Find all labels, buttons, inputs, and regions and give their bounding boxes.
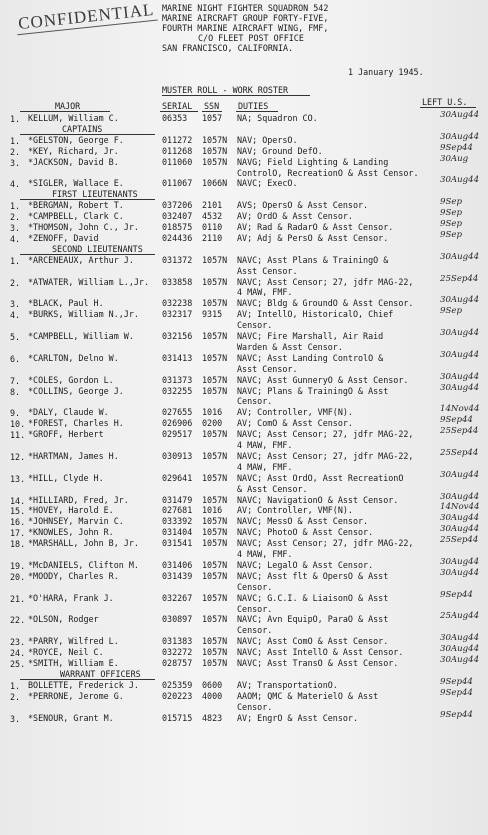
- title-underline: [162, 95, 310, 96]
- ssn-code: 1057N: [202, 429, 228, 440]
- ssn-code: 1057N: [202, 592, 228, 603]
- confidential-stamp: CONFIDENTIAL: [15, 0, 157, 35]
- officer-name: *PERRONE, Jerome G.: [28, 690, 124, 701]
- duty-text: NAVC; Asst Censor; 27, jdfr MAG-22,: [237, 538, 414, 549]
- row-number: 1.: [10, 201, 21, 212]
- duty-text: Warden & Asst Censor.: [237, 341, 343, 352]
- duty-text: NAVC; ExecO.: [237, 178, 298, 189]
- row-number: 2.: [10, 146, 21, 157]
- duty-text: 4 MAW, FMF.: [237, 461, 293, 472]
- ssn-code: 1057N: [202, 516, 228, 527]
- row-number: 11.: [10, 430, 26, 441]
- officer-name: *SENOUR, Grant M.: [28, 712, 114, 723]
- officer-name: *THOMSON, John C., Jr.: [28, 222, 139, 232]
- duty-text: ControlO, RecreationO & Asst Censor.: [237, 167, 419, 178]
- left-us-underline: [420, 107, 476, 108]
- left-us-date: 25Sep44: [440, 426, 479, 437]
- row-number: 4.: [10, 310, 21, 321]
- ssn-code: 1057N: [202, 276, 228, 287]
- duty-text: 4 MAW, FMF.: [237, 440, 293, 450]
- duty-text: NAVC; Plans & TrainingO & Asst: [237, 385, 389, 396]
- duty-text: 4 MAW, FMF.: [237, 287, 293, 298]
- officer-name: *KEY, Richard, Jr.: [28, 145, 119, 156]
- duty-text: AV; EngrO & Asst Censor.: [237, 712, 359, 723]
- officer-name: *MARSHALL, John B, Jr.: [28, 538, 139, 549]
- officer-name: *DALY, Claude W.: [28, 407, 109, 418]
- serial-number: 011060: [162, 156, 193, 167]
- row-number: 8.: [10, 386, 21, 397]
- ssn-code: 1066N: [202, 178, 228, 189]
- left-us-date: 30Aug44: [440, 328, 480, 338]
- row-number: 13.: [10, 473, 26, 484]
- row-number: 25.: [10, 659, 26, 669]
- left-us-date: 30Aug44: [440, 524, 480, 535]
- left-us-date: 14Nov44: [440, 404, 480, 415]
- row-number: 9.: [10, 408, 21, 419]
- officer-name: *CAMPBELL, Clark C.: [28, 211, 124, 222]
- officer-name: *O'HARA, Frank J.: [28, 592, 114, 603]
- serial-number: 030913: [162, 450, 193, 461]
- ssn-code: 4532: [202, 211, 223, 222]
- serial-number: 031541: [162, 538, 193, 549]
- serial-number: 029641: [162, 472, 193, 483]
- left-us-date: 30Aug44: [440, 567, 480, 578]
- serial-number: 029517: [162, 429, 193, 440]
- row-number: 16.: [10, 517, 26, 528]
- left-us-date: 30Aug44: [440, 175, 480, 186]
- serial-number: 031439: [162, 570, 193, 581]
- serial-number: 032272: [162, 647, 193, 658]
- serial-number: 028757: [162, 658, 193, 668]
- ssn-code: 1057N: [202, 298, 228, 309]
- duty-text: AV; Adj & PersO & Asst Censor.: [237, 232, 389, 243]
- duty-text: NAVC; G.C.I. & LiaisonO & Asst: [237, 592, 389, 603]
- serial-number: 024436: [162, 232, 193, 243]
- duty-text: NAVC; LegalO & Asst Censor.: [237, 559, 374, 570]
- ssn-code: 1057N: [202, 636, 228, 647]
- column-serial: SERIAL: [162, 101, 193, 111]
- column-duties: DUTIES: [238, 101, 269, 111]
- row-number: 2.: [10, 277, 21, 288]
- duty-text: AV; TransportationO.: [237, 679, 338, 690]
- officer-name: *ATWATER, William L.,Jr.: [28, 276, 150, 287]
- duty-text: NAVC; PhotoO & Asst Censor.: [237, 527, 374, 538]
- row-number: 1.: [10, 680, 21, 691]
- left-us-date: 30Aug44: [440, 655, 480, 665]
- duty-text: AV; Controller, VMF(N).: [237, 505, 353, 516]
- duty-text: NAVC; Asst ComO & Asst Censor.: [237, 636, 389, 647]
- officer-name: *HILL, Clyde H.: [28, 472, 104, 483]
- row-number: 15.: [10, 506, 26, 517]
- row-number: 4.: [10, 233, 21, 244]
- duty-text: NAVC; Asst GunneryO & Asst Censor.: [237, 374, 409, 385]
- officer-name: *BLACK, Paul H.: [28, 298, 104, 309]
- duty-text: AVS; OpersO & Asst Censor.: [237, 200, 369, 211]
- serial-number: 032407: [162, 211, 193, 222]
- officer-name: *KNOWLES, John R.: [28, 527, 114, 538]
- duty-text: NAVC; Asst Plans & TrainingO &: [237, 254, 389, 265]
- serial-number: 027681: [162, 505, 193, 516]
- duty-text: & Asst Censor.: [237, 483, 308, 494]
- row-number: 1.: [10, 255, 21, 266]
- serial-number: 031383: [162, 636, 193, 647]
- major-underline: [20, 111, 110, 112]
- serial-number: 037206: [162, 200, 193, 211]
- row-number: 14.: [10, 495, 26, 506]
- duty-text: NAVC; Asst OrdO, Asst RecreationO: [237, 472, 404, 483]
- officer-name: BOLLETTE, Frederick J.: [28, 679, 139, 690]
- ssn-code: 1057N: [202, 559, 228, 570]
- serial-number: 031413: [162, 352, 193, 363]
- row-number: 3.: [10, 157, 21, 168]
- left-us-date: 30Aug44: [440, 295, 480, 306]
- serial-number: 033858: [162, 276, 193, 287]
- officer-name: *CAMPBELL, William W.: [28, 331, 134, 341]
- ssn-code: 1057N: [202, 614, 228, 625]
- left-us-date: 25Sep44: [440, 273, 479, 284]
- letterhead-line: C/O FLEET POST OFFICE: [198, 33, 304, 43]
- officer-name: *SIGLER, Wallace E.: [28, 178, 124, 189]
- row-number: 1.: [10, 114, 21, 124]
- left-us-date: 9Sep: [440, 219, 462, 229]
- officer-name: *ROYCE, Neil C.: [28, 647, 104, 658]
- ssn-code: 1057N: [202, 472, 228, 483]
- duty-text: Asst Censor.: [237, 265, 298, 276]
- ssn-code: 1057N: [202, 647, 228, 658]
- left-us-date: 9Sep: [440, 208, 462, 219]
- row-number: 5.: [10, 332, 21, 342]
- officer-name: *HARTMAN, James H.: [28, 450, 119, 461]
- duty-text: Censor.: [237, 396, 273, 407]
- duty-text: NAVC; Asst flt & OpersO & Asst: [237, 570, 389, 581]
- officer-name: *SMITH, William E.: [28, 658, 119, 668]
- row-number: 2.: [10, 691, 21, 702]
- letterhead-line: SAN FRANCISCO, CALIFORNIA.: [162, 43, 294, 53]
- serial-number: 031404: [162, 527, 193, 538]
- left-us-date: 9Sep44: [440, 709, 473, 720]
- ssn-code: 1057N: [202, 527, 228, 538]
- row-number: 7.: [10, 375, 21, 386]
- duty-text: NAVC; NavigationO & Asst Censor.: [237, 494, 399, 505]
- row-number: 18.: [10, 539, 26, 550]
- officer-name: *BERGMAN, Robert T.: [28, 200, 124, 211]
- duty-text: NAVC; Asst Censor; 27, jdfr MAG-22,: [237, 276, 414, 287]
- duty-text: NAVC; Avn EquipO, ParaO & Asst: [237, 614, 389, 625]
- officer-name: *CARLTON, Delno W.: [28, 352, 119, 363]
- left-us-date: 30Aug44: [440, 371, 480, 382]
- ssn-code: 0200: [202, 418, 223, 429]
- ssn-underline: [202, 111, 222, 112]
- officer-name: *FOREST, Charles H.: [28, 418, 124, 429]
- ssn-code: 1057N: [202, 134, 228, 145]
- serial-number: 032317: [162, 309, 193, 320]
- section-heading: FIRST LIEUTENANTS: [52, 189, 138, 200]
- ssn-code: 1057N: [202, 254, 228, 265]
- duty-text: Censor.: [237, 603, 273, 614]
- duty-text: NAVC; Asst Censor; 27, jdfr MAG-22,: [237, 429, 414, 440]
- duty-text: NAVG; Field Lighting & Landing: [237, 156, 389, 167]
- ssn-code: 9315: [202, 309, 223, 320]
- duty-text: NAV; Ground DefO.: [237, 145, 323, 156]
- ssn-code: 4823: [202, 712, 223, 723]
- duty-text: NAVC; Asst TransO & Asst Censor.: [237, 658, 399, 668]
- duty-text: AV; Controller, VMF(N).: [237, 407, 353, 418]
- serial-number: 06353: [162, 113, 188, 123]
- ssn-code: 1057N: [202, 145, 228, 156]
- duty-text: Censor.: [237, 320, 273, 331]
- ssn-code: 1016: [202, 505, 223, 516]
- letterhead-line: MARINE AIRCRAFT GROUP FORTY-FIVE,: [162, 13, 329, 23]
- officer-name: *COLLINS, George J.: [28, 385, 124, 396]
- left-us-date: 14Nov44: [440, 502, 480, 513]
- left-us-date: 30Aug44: [440, 251, 480, 262]
- ssn-code: 4000: [202, 690, 223, 701]
- duty-text: Censor.: [237, 581, 273, 592]
- serial-number: 032156: [162, 331, 193, 341]
- duty-text: AV; Rad & RadarO & Asst Censor.: [237, 222, 394, 232]
- row-number: 4.: [10, 179, 21, 190]
- serial-number: 011268: [162, 145, 193, 156]
- officer-name: *JOHNSEY, Marvin C.: [28, 516, 124, 527]
- ssn-code: 1057N: [202, 658, 228, 668]
- row-number: 21.: [10, 593, 26, 604]
- serial-number: 033392: [162, 516, 193, 527]
- serial-number: 032267: [162, 592, 193, 603]
- officer-name: *COLES, Gordon L.: [28, 374, 114, 385]
- duty-text: AV; ComO & Asst Censor.: [237, 418, 353, 429]
- row-number: 23.: [10, 637, 26, 648]
- row-number: 1.: [10, 135, 21, 146]
- duty-text: NAVC; Fire Marshall, Air Raid: [237, 331, 384, 341]
- left-us-date: 9Sep: [440, 306, 462, 317]
- officer-name: *McDANIELS, Clifton M.: [28, 559, 139, 570]
- duty-text: AAOM; QMC & MaterielO & Asst: [237, 690, 379, 701]
- officer-name: *BURKS, William N.,Jr.: [28, 309, 139, 320]
- serial-number: 011067: [162, 178, 193, 189]
- roster-title: MUSTER ROLL - WORK ROSTER: [162, 85, 289, 95]
- row-number: 6.: [10, 353, 21, 364]
- duty-text: NAVC; MessO & Asst Censor.: [237, 516, 369, 527]
- serial-number: 031479: [162, 494, 193, 505]
- ssn-code: 1057N: [202, 374, 228, 385]
- ssn-code: 1057N: [202, 385, 228, 396]
- left-us-date: 25Sep44: [440, 535, 479, 546]
- ssn-code: 1057N: [202, 494, 228, 505]
- left-us-date: 30Aug44: [440, 110, 480, 120]
- row-number: 3.: [10, 713, 21, 724]
- duty-text: NAV; OpersO.: [237, 134, 298, 145]
- serial-number: 027655: [162, 407, 193, 418]
- serial-number: 032238: [162, 298, 193, 309]
- row-number: 3.: [10, 299, 21, 310]
- ssn-code: 0110: [202, 222, 223, 232]
- row-number: 2.: [10, 212, 21, 223]
- officer-name: *PARRY, Wilfred L.: [28, 636, 119, 647]
- ssn-code: 1016: [202, 407, 223, 418]
- officer-name: *MOODY, Charles R.: [28, 570, 119, 581]
- officer-name: *ARCENEAUX, Arthur J.: [28, 254, 134, 265]
- serial-number: 031373: [162, 374, 193, 385]
- letterhead-line: FOURTH MARINE AIRCRAFT WING, FMF,: [162, 23, 329, 33]
- left-us-date: 25Sep44: [440, 447, 479, 458]
- duty-text: NAVC; Asst Censor; 27, jdfr MAG-22,: [237, 450, 414, 461]
- ssn-code: 1057N: [202, 156, 228, 167]
- serial-number: 015715: [162, 712, 193, 723]
- serial-number: 011272: [162, 134, 193, 145]
- letterhead-line: MARINE NIGHT FIGHTER SQUADRON 542: [162, 3, 329, 13]
- row-number: 22.: [10, 615, 26, 626]
- column-left-us: LEFT U.S.: [422, 97, 468, 107]
- row-number: 20.: [10, 571, 26, 582]
- left-us-date: 30Aug44: [440, 131, 480, 142]
- row-number: 17.: [10, 528, 26, 539]
- duty-text: 4 MAW, FMF.: [237, 549, 293, 559]
- section-heading-major: MAJOR: [55, 101, 81, 111]
- left-us-date: 30Aug: [440, 153, 469, 164]
- officer-name: *HILLIARD, Fred, Jr.: [28, 494, 129, 505]
- row-number: 10.: [10, 419, 26, 430]
- duty-text: Censor.: [237, 625, 273, 636]
- row-number: 12.: [10, 451, 26, 462]
- serial-number: 020223: [162, 690, 193, 701]
- duty-text: Asst Censor.: [237, 363, 298, 374]
- document-date: 1 January 1945.: [348, 67, 424, 77]
- ssn-code: 1057N: [202, 352, 228, 363]
- officer-name: KELLUM, William C.: [28, 113, 119, 123]
- left-us-date: 30Aug44: [440, 491, 480, 502]
- left-us-date: 9Sep44: [440, 687, 473, 698]
- ssn-code: 1057N: [202, 331, 228, 341]
- ssn-code: 1057: [202, 113, 223, 123]
- left-us-date: 9Sep44: [440, 142, 473, 153]
- left-us-date: 30Aug44: [440, 633, 480, 644]
- ssn-code: 2101: [202, 200, 223, 211]
- left-us-date: 25Aug44: [440, 611, 480, 622]
- row-number: 3.: [10, 223, 21, 233]
- row-number: 19.: [10, 560, 26, 571]
- duty-text: NAVC; Bldg & GroundO & Asst Censor.: [237, 298, 414, 309]
- left-us-date: 30Aug44: [440, 469, 480, 480]
- officer-name: *GELSTON, George F.: [28, 134, 124, 145]
- left-us-date: 30Aug44: [440, 556, 480, 567]
- ssn-code: 2110: [202, 232, 223, 243]
- left-us-date: 30Aug44: [440, 644, 480, 655]
- left-us-date: 30Aug44: [440, 349, 480, 360]
- duty-text: NAVC; Asst Landing ControlO &: [237, 352, 384, 363]
- duties-underline: [236, 111, 278, 112]
- ssn-code: 0600: [202, 679, 223, 690]
- section-heading: CAPTAINS: [62, 123, 103, 134]
- section-heading: WARRANT OFFICERS: [60, 668, 141, 679]
- ssn-code: 1057N: [202, 538, 228, 549]
- duty-text: AV; IntellO, HistoricalO, Chief: [237, 309, 394, 320]
- serial-underline: [160, 111, 198, 112]
- duty-text: NA; Squadron CO.: [237, 113, 318, 123]
- officer-name: *HOVEY, Harold E.: [28, 505, 114, 516]
- section-heading: SECOND LIEUTENANTS: [52, 243, 143, 254]
- ssn-code: 1057N: [202, 570, 228, 581]
- column-ssn: SSN: [204, 101, 220, 111]
- serial-number: 032255: [162, 385, 193, 396]
- serial-number: 031372: [162, 254, 193, 265]
- duty-text: Censor.: [237, 701, 273, 712]
- left-us-date: 9Sep: [440, 229, 462, 240]
- ssn-code: 1057N: [202, 450, 228, 461]
- left-us-date: 9Sep44: [440, 589, 473, 600]
- row-number: 24.: [10, 648, 26, 659]
- officer-name: *JACKSON, David B.: [28, 156, 119, 167]
- officer-name: *ZENOFF, David: [28, 232, 99, 243]
- serial-number: 018575: [162, 222, 193, 232]
- left-us-date: 9Sep: [440, 197, 462, 208]
- left-us-date: 9Sep44: [440, 415, 473, 426]
- serial-number: 025359: [162, 679, 193, 690]
- officer-name: *GROFF, Herbert: [28, 429, 104, 440]
- duty-text: NAVC; Asst IntellO & Asst Censor.: [237, 647, 404, 658]
- serial-number: 031406: [162, 559, 193, 570]
- left-us-date: 30Aug44: [440, 382, 480, 393]
- officer-name: *OLSON, Rodger: [28, 614, 99, 625]
- left-us-date: 9Sep44: [440, 676, 473, 687]
- serial-number: 030897: [162, 614, 193, 625]
- left-us-date: 30Aug44: [440, 513, 480, 524]
- serial-number: 026906: [162, 418, 193, 429]
- duty-text: AV; OrdO & Asst Censor.: [237, 211, 353, 222]
